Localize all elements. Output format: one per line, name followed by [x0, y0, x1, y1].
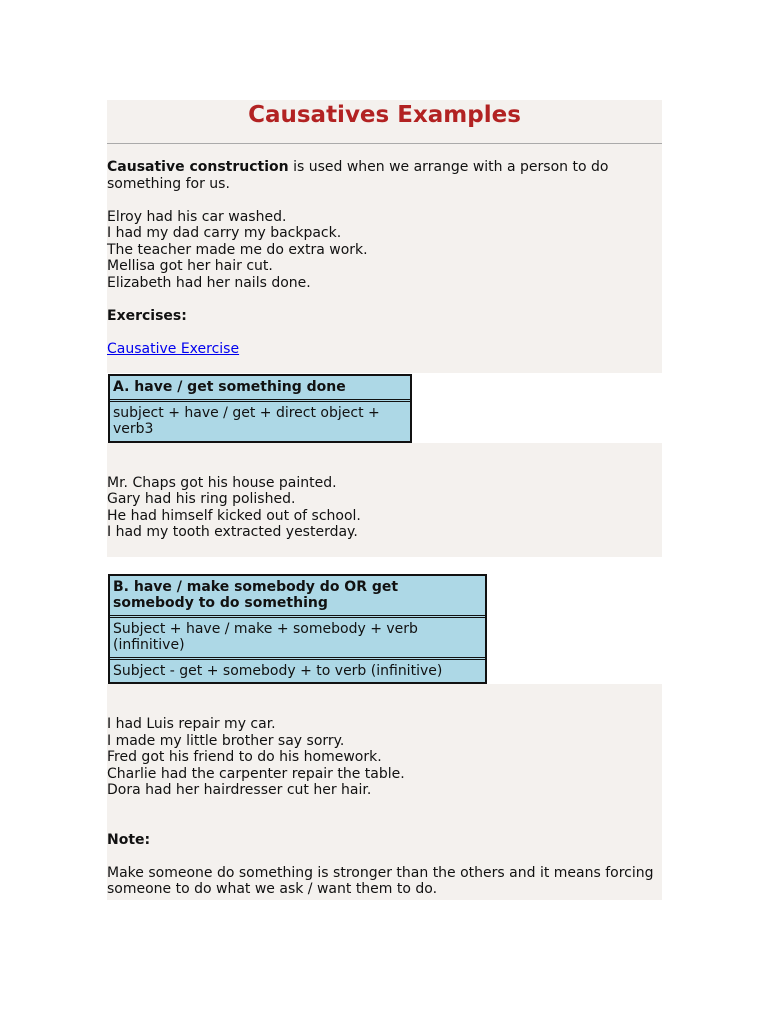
note-label: [107, 832, 662, 849]
section-a-example-4: I had my tooth extracted yesterday.: [107, 524, 358, 540]
intro-example-1: Elroy had his car washed.: [107, 208, 287, 225]
exercise-link-line: [107, 341, 662, 358]
section-b-example-3: Fred got his friend to do his homework.: [107, 749, 382, 765]
definition-term: Causative construction: [107, 159, 289, 175]
section-a-heading-text: A. have / get something done: [113, 379, 346, 395]
intro-block: [107, 100, 662, 373]
definition-text: is used when we arrange with a person to do something for us.: [107, 159, 609, 192]
section-b-heading: [110, 576, 485, 615]
section-b-example-1: I had Luis repair my car.: [107, 716, 276, 732]
section-b-table: [108, 574, 487, 685]
exercises-label: [107, 308, 662, 325]
section-a-rule-1: subject + have / get + direct object + verb3: [110, 399, 410, 441]
intro-example-4: Mellisa got her hair cut.: [107, 258, 273, 274]
page-title: Causatives Examples: [107, 100, 662, 144]
intro-example-3: The teacher made me do extra work.: [107, 241, 368, 258]
section-b-example-5: Dora had her hairdresser cut her hair.: [107, 782, 372, 798]
section-b-rule-2: Subject - get + somebody + to verb (infinitive): [110, 657, 485, 683]
section-a-example-3: He had himself kicked out of school.: [107, 507, 361, 524]
section-a-table-wrap: [107, 373, 662, 443]
section-b-rule-1: Subject + have / make + somebody + verb (infinitive): [110, 615, 485, 657]
note-label-text: Note:: [107, 831, 151, 848]
intro-example-5: Elizabeth had her nails done.: [107, 274, 311, 291]
definition-paragraph: [107, 159, 662, 192]
exercises-label-text: Exercises:: [107, 307, 187, 324]
section-a-table: [108, 374, 412, 443]
note-text: Make someone do something is stronger than the others and it means forcing someone to do what we ask / want them to do.: [107, 864, 654, 897]
intro-section: [107, 144, 662, 373]
section-a-example-1: Mr. Chaps got his house painted.: [107, 474, 337, 491]
section-b-table-wrap: [107, 557, 662, 685]
intro-example-2: I had my dad carry my backpack.: [107, 225, 342, 241]
section-b-example-2: I made my little brother say sorry.: [107, 732, 345, 749]
section-a-examples: [107, 443, 662, 557]
section-a-example-2: Gary had his ring polished.: [107, 491, 296, 507]
causative-exercise-link[interactable]: Causative Exercise: [107, 340, 240, 357]
section-a-heading: [110, 376, 410, 399]
section-b-examples: [107, 684, 662, 900]
section-b-example-4: Charlie had the carpenter repair the table.: [107, 765, 405, 782]
section-b-heading-text: B. have / make somebody do OR get somebody to do something: [113, 578, 399, 611]
document-page: [107, 100, 662, 900]
